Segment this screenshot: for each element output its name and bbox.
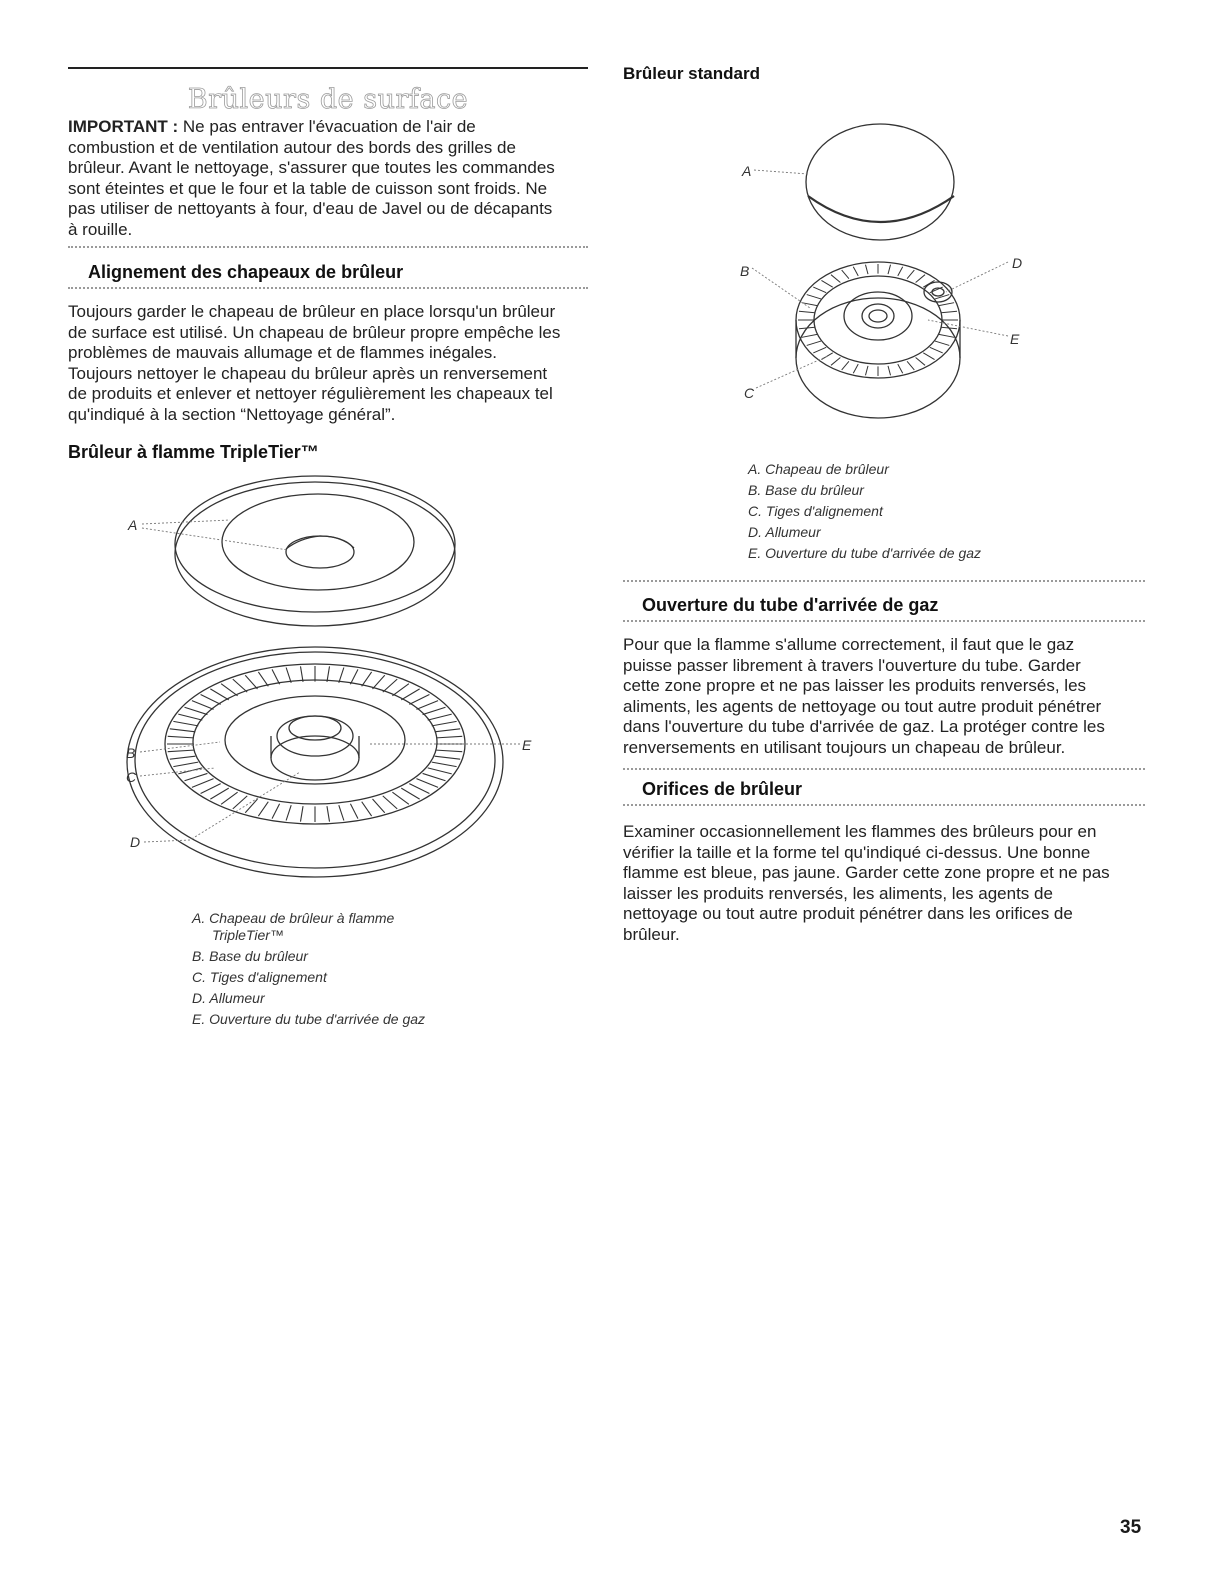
tripletier-label-b: B <box>126 745 136 761</box>
burner-tooth <box>300 806 303 822</box>
standard-label-a: A <box>742 163 752 179</box>
burner-tooth <box>233 796 247 809</box>
burner-tooth <box>350 669 358 684</box>
burner-tooth <box>184 707 207 714</box>
burner-tooth <box>339 667 344 682</box>
burner-tooth <box>258 802 268 816</box>
gas-tube-heading: Ouverture du tube d'arrivée de gaz <box>642 595 939 615</box>
divider <box>68 287 588 289</box>
standard-label-e: E <box>1010 331 1020 347</box>
standard-label-d: D <box>1012 255 1023 271</box>
burner-tooth <box>210 689 228 700</box>
burner-tooth <box>416 779 438 788</box>
alignment-line: de produits et enlever et nettoyer régulièrement les chapeaux tel <box>68 384 553 403</box>
important-line: Ne pas entraver l'évacuation de l'air de <box>182 117 476 136</box>
tripletier-label-d: D <box>130 834 141 850</box>
burner-tooth <box>178 768 202 774</box>
tripletier-heading: Brûleur à flamme TripleTier™ <box>68 442 319 462</box>
tripletier-label-e: E <box>522 737 532 753</box>
important-paragraph <box>68 117 598 240</box>
important-lead: IMPORTANT : <box>68 117 179 136</box>
burner-tooth <box>201 784 221 794</box>
burner-tooth <box>272 669 280 684</box>
burner-tooth <box>821 280 832 287</box>
burner-tooth <box>813 287 826 293</box>
standard-label-c: C <box>744 385 755 401</box>
burner-tooth <box>435 756 461 759</box>
caption-line: C. Tiges d'alignement <box>748 503 883 519</box>
tripletier-label-a: A <box>128 517 138 533</box>
burner-tooth <box>245 675 257 689</box>
orifices-line: nettoyage ou tout autre produit pénétrer dans les orifices de <box>623 904 1073 923</box>
burner-tooth <box>907 361 914 370</box>
orifices-line: flamme est bleue, pas jaune. Garder cette zone propre et ne pas <box>623 863 1110 882</box>
burner-tooth <box>339 805 344 820</box>
burner-tooth <box>258 672 268 686</box>
important-line: brûleur. Avant le nettoyage, s'assurer que toutes les commandes <box>68 158 555 177</box>
important-line: pas utiliser de nettoyants à four, d'eau de Javel ou de décapants <box>68 199 553 218</box>
alignment-heading: Alignement des chapeaux de brûleur <box>88 262 404 282</box>
burner-tooth <box>898 267 903 276</box>
gas-tube-line: aliments, les agents de nettoyage ou tout autre produit pénétrer <box>623 696 1102 716</box>
burner-tooth <box>916 275 925 283</box>
burner-tooth <box>401 689 419 700</box>
burner-tooth <box>428 714 452 720</box>
burner-tooth <box>168 750 194 752</box>
burner-tooth <box>192 701 214 710</box>
divider <box>623 580 1145 582</box>
burner-tooth <box>170 729 196 732</box>
burner-tooth <box>888 265 891 274</box>
burner-tooth <box>350 804 358 819</box>
burner-tooth <box>807 341 821 345</box>
gas-tube-line: cette zone propre et ne pas laisser les produits renversés, les <box>623 676 1087 695</box>
burner-tooth <box>813 347 826 353</box>
burner-tooth <box>221 792 237 804</box>
orifices-line: laisser les produits renversés, les aliments, les agents de <box>623 883 1053 903</box>
burner-tooth <box>436 736 462 738</box>
tripletier-captions <box>192 908 425 1030</box>
burner-tooth <box>173 762 198 767</box>
burner-tooth <box>245 799 257 813</box>
burner-tooth <box>807 295 821 299</box>
burner-tooth <box>168 736 194 738</box>
burner-tooth <box>327 806 330 822</box>
caption-line: A. Chapeau de brûleur à flamme <box>192 910 395 926</box>
burner-tooth <box>416 701 438 710</box>
orifices-line: vérifier la taille et la forme tel qu'indiqué ci-dessus. Une bonne <box>623 842 1091 862</box>
page-number: 35 <box>1120 1517 1142 1538</box>
burner-tooth <box>435 729 461 732</box>
divider <box>623 768 1145 770</box>
burner-tooth <box>192 779 214 788</box>
burner-tooth <box>907 270 914 279</box>
section-title: Brûleurs de surface <box>187 84 469 115</box>
burner-tooth <box>853 267 858 276</box>
gas-tube-line: renversements en utilisant toujours un chapeau de brûleur. <box>623 737 1066 757</box>
divider <box>623 804 1145 806</box>
burner-tooth <box>865 366 868 375</box>
standard-captions <box>748 459 981 564</box>
tripletier-burner-illustration <box>110 472 550 892</box>
burner-tooth <box>939 334 954 337</box>
divider <box>623 620 1145 622</box>
top-rule <box>68 67 588 69</box>
burner-tooth <box>423 707 446 714</box>
burner-tooth <box>436 750 462 752</box>
burner-tooth <box>930 347 943 353</box>
caption-line: E. Ouverture du tube d'arrivée de gaz <box>192 1011 426 1027</box>
burner-tooth <box>362 802 372 816</box>
burner-tooth <box>210 788 228 799</box>
caption-line: C. Tiges d'alignement <box>192 969 327 985</box>
burner-tooth <box>233 679 247 692</box>
burner-tooth <box>923 280 934 287</box>
burner-tooth <box>392 792 408 804</box>
alignment-line: qu'indiqué à la section “Nettoyage général”. <box>68 404 396 424</box>
burner-tooth <box>401 788 419 799</box>
important-line: sont éteintes et que le four et la table de cuisson sont froids. Ne <box>68 178 548 198</box>
burner-tooth <box>178 714 202 720</box>
burner-tooth <box>831 358 840 366</box>
burner-tooth <box>432 721 457 726</box>
burner-tooth <box>409 695 429 705</box>
burner-tooth <box>383 679 397 692</box>
important-line: à rouille. <box>68 219 133 239</box>
burner-tooth <box>853 364 858 373</box>
burner-tooth <box>201 695 221 705</box>
tripletier-label-c: C <box>126 769 137 785</box>
burner-tooth <box>170 756 196 759</box>
alignment-line: Toujours nettoyer le chapeau du brûleur après un renversement <box>68 363 548 383</box>
caption-line: B. Base du brûleur <box>192 948 308 964</box>
standard-heading: Brûleur standard <box>623 64 760 83</box>
burner-tooth <box>286 805 291 820</box>
burner-tooth <box>802 334 817 337</box>
burner-tooth <box>842 270 849 279</box>
burner-tooth <box>939 303 954 306</box>
gas-tube-line: Pour que la flamme s'allume correctement, il faut que le gaz <box>623 635 1075 654</box>
burner-tooth <box>428 768 452 774</box>
burner-tooth <box>916 358 925 366</box>
standard-teeth <box>798 264 958 376</box>
burner-tooth <box>373 675 385 689</box>
burner-tooth <box>286 667 291 682</box>
orifices-heading: Orifices de brûleur <box>642 779 803 799</box>
caption-line: D. Allumeur <box>192 990 265 1006</box>
alignment-line: problèmes de mauvais allumage et de flammes inégales. <box>68 343 498 362</box>
gas-tube-line: puisse passer librement à travers l'ouverture du tube. Garder <box>623 655 1081 675</box>
gas-tube-line: dans l'ouverture du tube d'arrivée de gaz. La protéger contre les <box>623 717 1105 736</box>
caption-line: TripleTier™ <box>212 927 284 943</box>
burner-tooth <box>865 265 868 274</box>
orifices-paragraph <box>623 822 1163 945</box>
gas-tube-paragraph <box>623 635 1163 758</box>
orifices-line: Examiner occasionnellement les flammes des brûleurs pour en <box>623 822 1097 841</box>
caption-line: D. Allumeur <box>748 524 821 540</box>
caption-line: A. Chapeau de brûleur <box>748 461 889 477</box>
burner-tooth <box>799 311 815 313</box>
burner-tooth <box>842 361 849 370</box>
burner-tooth <box>898 364 903 373</box>
burner-tooth <box>221 684 237 696</box>
burner-tooth <box>888 366 891 375</box>
burner-tooth <box>831 275 840 283</box>
burner-tooth <box>272 804 280 819</box>
caption-line: B. Base du brûleur <box>748 482 864 498</box>
burner-tooth <box>362 672 372 686</box>
burner-tooth <box>184 773 207 780</box>
burner-tooth <box>300 666 303 682</box>
burner-tooth <box>432 762 457 767</box>
standard-burner-illustration <box>730 120 1050 450</box>
burner-tooth <box>923 353 934 360</box>
important-line: combustion et de ventilation autour des bords des grilles de <box>68 137 516 157</box>
caption-line: E. Ouverture du tube d'arrivée de gaz <box>748 545 982 561</box>
burner-tooth <box>409 784 429 794</box>
alignment-line: de surface est utilisé. Un chapeau de brûleur propre empêche les <box>68 322 561 342</box>
burner-tooth <box>373 799 385 813</box>
burner-tooth <box>941 311 957 313</box>
orifices-line: brûleur. <box>623 924 680 944</box>
alignment-paragraph <box>68 302 598 425</box>
burner-tooth <box>935 341 949 345</box>
burner-tooth <box>423 773 446 780</box>
burner-tooth <box>173 721 198 726</box>
standard-label-b: B <box>740 263 750 279</box>
alignment-line: Toujours garder le chapeau de brûleur en place lorsqu'un brûleur <box>68 302 556 321</box>
divider <box>68 246 588 248</box>
burner-tooth <box>392 684 408 696</box>
burner-tooth <box>802 303 817 306</box>
burner-tooth <box>327 666 330 682</box>
burner-tooth <box>383 796 397 809</box>
